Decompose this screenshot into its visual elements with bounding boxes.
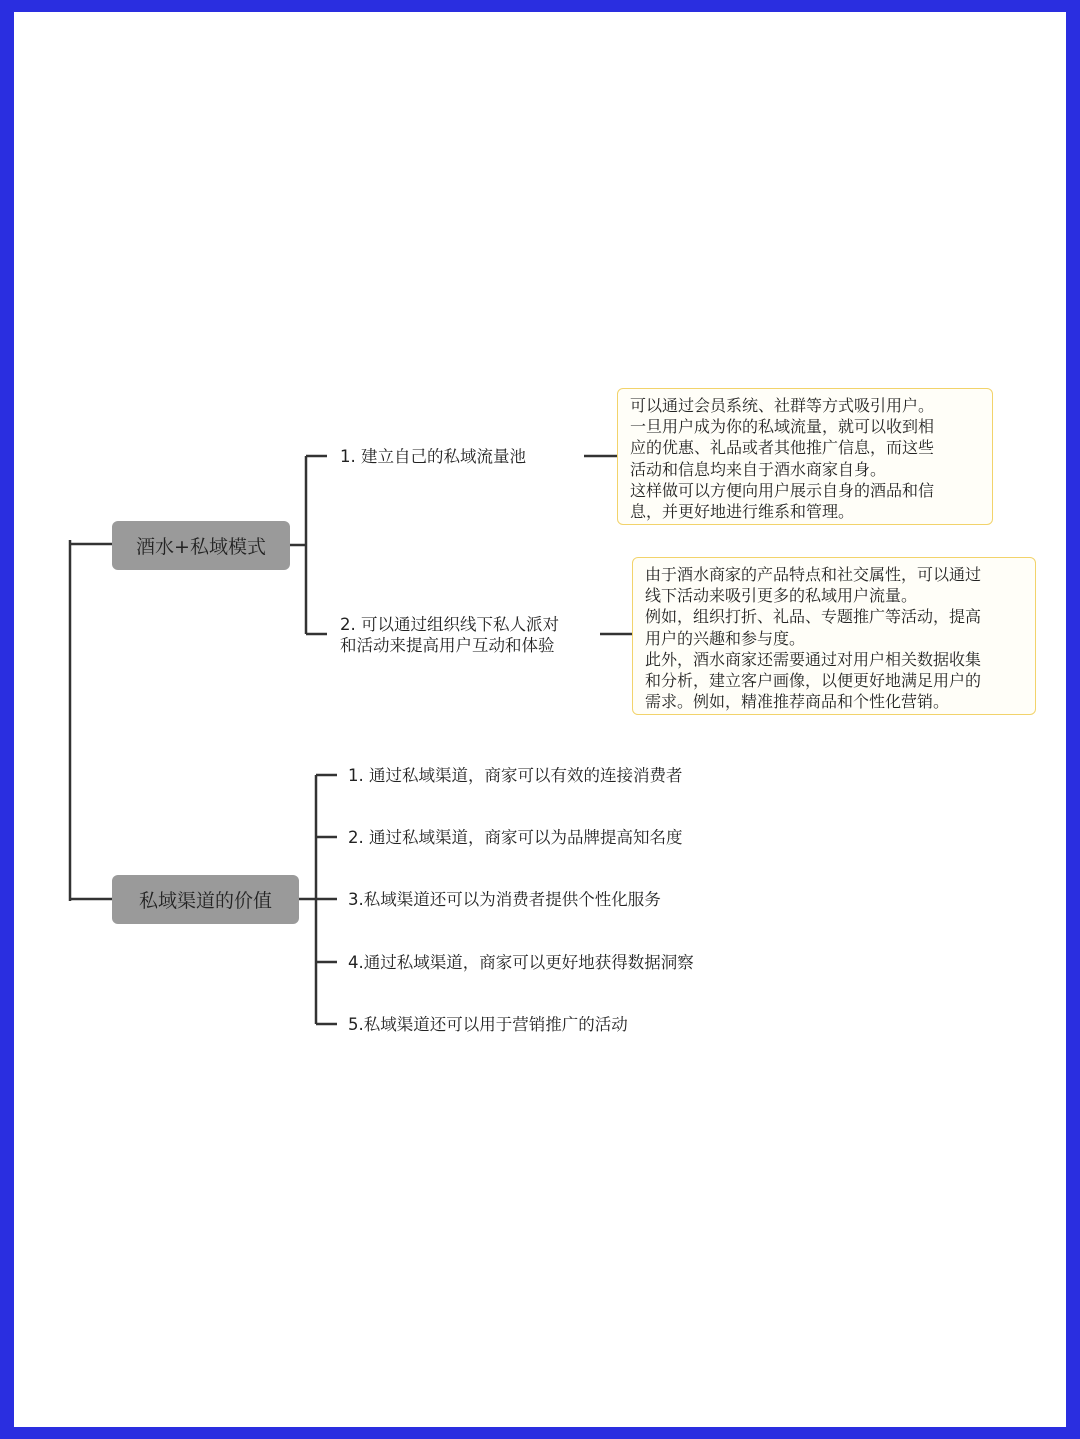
node-title: 酒水+私域模式	[136, 536, 266, 558]
note-line: 由于酒水商家的产品特点和社交属性，可以通过	[645, 565, 982, 584]
node-title: 私域渠道的价值	[138, 890, 272, 912]
node-private-channel-value	[112, 875, 299, 924]
branch2-item2-label: 2. 通过私域渠道，商家可以为品牌提高知名度	[348, 828, 683, 847]
note-line: 用户的兴趣和参与度。	[645, 628, 806, 648]
branch1-item1-label: 1. 建立自己的私域流量池	[340, 447, 526, 466]
note-line: 和分析，建立客户画像，以便更好地满足用户的	[645, 671, 982, 691]
label-line: 2. 可以通过组织线下私人派对	[340, 615, 559, 634]
note-line: 应的优惠、礼品或者其他推广信息，而这些	[630, 438, 935, 458]
label-line: 和活动来提高用户互动和体验	[340, 636, 555, 655]
connector-lines	[14, 12, 1066, 1427]
branch1-item1-note	[617, 388, 993, 525]
note-line: 线下活动来吸引更多的私域用户流量。	[645, 586, 918, 606]
branch2-item1-label: 1. 通过私域渠道，商家可以有效的连接消费者	[348, 766, 683, 785]
node-wine-private-domain-model	[112, 521, 290, 570]
note-line: 息，并更好地进行维系和管理。	[630, 502, 855, 522]
note-line: 一旦用户成为你的私域流量，就可以收到相	[630, 417, 935, 437]
note-line: 此外，酒水商家还需要通过对用户相关数据收集	[645, 649, 982, 669]
note-line: 例如，组织打折、礼品、专题推广等活动，提高	[645, 607, 982, 627]
branch2-item3-label: 3.私域渠道还可以为消费者提供个性化服务	[348, 890, 661, 909]
branch2-item5-label: 5.私域渠道还可以用于营销推广的活动	[348, 1015, 628, 1034]
mindmap-canvas	[14, 12, 1066, 1427]
note-line: 需求。例如，精准推荐商品和个性化营销。	[645, 692, 950, 712]
branch1-item2-note	[632, 557, 1036, 715]
branch1-item2-label	[340, 614, 559, 656]
note-line: 可以通过会员系统、社群等方式吸引用户。	[630, 396, 935, 415]
note-line: 这样做可以方便向用户展示自身的酒品和信	[630, 480, 935, 500]
branch2-item4-label: 4.通过私域渠道，商家可以更好地获得数据洞察	[348, 953, 694, 972]
note-line: 活动和信息均来自于酒水商家自身。	[630, 459, 887, 479]
